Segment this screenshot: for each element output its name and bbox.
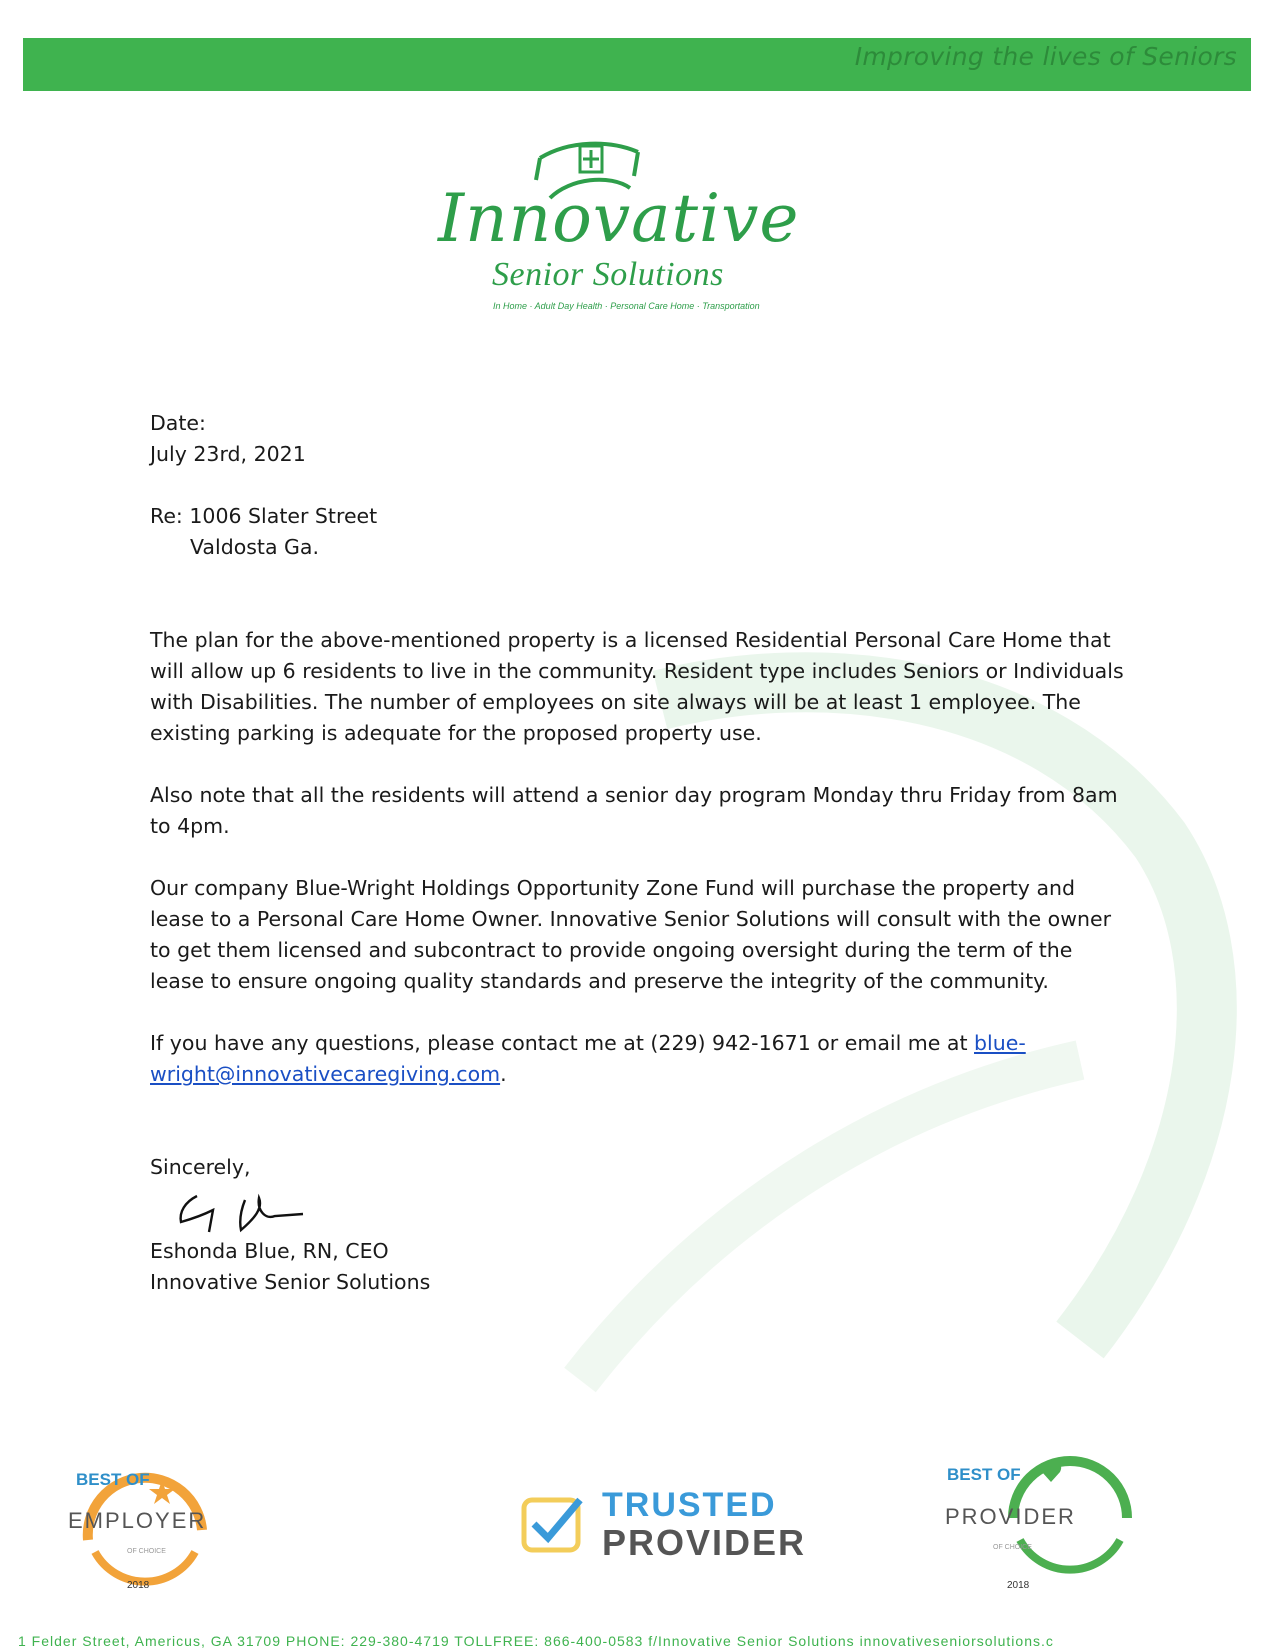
best-employer-badge xyxy=(70,1450,220,1600)
signer-company: Innovative Senior Solutions xyxy=(150,1270,431,1294)
paragraph-day-program: Also note that all the residents will attend a senior day program Monday thru Friday from 8am to 4pm. xyxy=(150,783,1118,838)
handwritten-signature xyxy=(175,1188,325,1238)
header-bar xyxy=(23,38,1251,91)
employer-best-of: BEST OF xyxy=(76,1470,150,1489)
contact-email-link[interactable]: blue-wright@innovativecaregiving.com xyxy=(150,1031,1026,1086)
provider-title: PROVIDER xyxy=(945,1504,1076,1529)
logo-wordmark: Innovative xyxy=(438,180,800,257)
contact-text: If you have any questions, please contact me at (229) 942-1671 or email me at xyxy=(150,1031,975,1055)
re-city: Valdosta Ga. xyxy=(190,535,320,559)
employer-ring-text: OF CHOICE xyxy=(127,1548,166,1555)
footer-contact-line: 1 Felder Street, Americus, GA 31709 PHONE: 229-380-4719 TOLLFREE: 866-400-0583 f/Innovative Senior Solutions innovativeseniorsolutions.c xyxy=(18,1633,1054,1649)
paragraph-plan: The plan for the above-mentioned property is a licensed Residential Personal Care Home that will allow up 6 residents to live in the community. Resident type includes Seniors or Individuals with Disabilities. The number of employees on site always will be at least 1 employee. The existing parking is adequate for the proposed property use. xyxy=(150,628,1124,745)
closing: Sincerely, xyxy=(150,1155,251,1179)
trusted-provider-badge xyxy=(518,1486,807,1568)
trusted-line1: TRUSTED xyxy=(602,1486,777,1524)
checkmark-icon xyxy=(518,1490,588,1560)
employer-title: EMPLOYER xyxy=(68,1508,207,1533)
date-value: July 23rd, 2021 xyxy=(150,442,306,466)
header-tagline: Improving the lives of Seniors xyxy=(854,42,1237,71)
signer-name: Eshonda Blue, RN, CEO xyxy=(150,1239,389,1263)
trusted-line2: PROVIDER xyxy=(602,1522,807,1563)
logo-subtitle: Senior Solutions xyxy=(492,256,724,293)
re-line: Re: 1006 Slater Street xyxy=(150,504,378,528)
company-logo xyxy=(420,138,840,318)
date-label: Date: xyxy=(150,411,206,435)
provider-year: 2018 xyxy=(1007,1580,1030,1591)
letter-body xyxy=(150,408,1130,1298)
provider-ring-text: OF CHOICE xyxy=(993,1544,1032,1551)
paragraph-contact xyxy=(150,1028,1130,1090)
logo-services: In Home · Adult Day Health · Personal Care Home · Transportation xyxy=(493,301,760,311)
best-provider-badge xyxy=(945,1438,1145,1598)
employer-year: 2018 xyxy=(127,1580,150,1591)
paragraph-company: Our company Blue-Wright Holdings Opportunity Zone Fund will purchase the property and lease to a Personal Care Home Owner. Innovative Senior Solutions will consult with the owner to get them licensed and subcontract to provide ongoing oversight during the term of the lease to ensure ongoing quality standards and preserve the integrity of the community. xyxy=(150,876,1112,993)
provider-best-of: BEST OF xyxy=(947,1465,1021,1484)
contact-end: . xyxy=(500,1062,507,1086)
